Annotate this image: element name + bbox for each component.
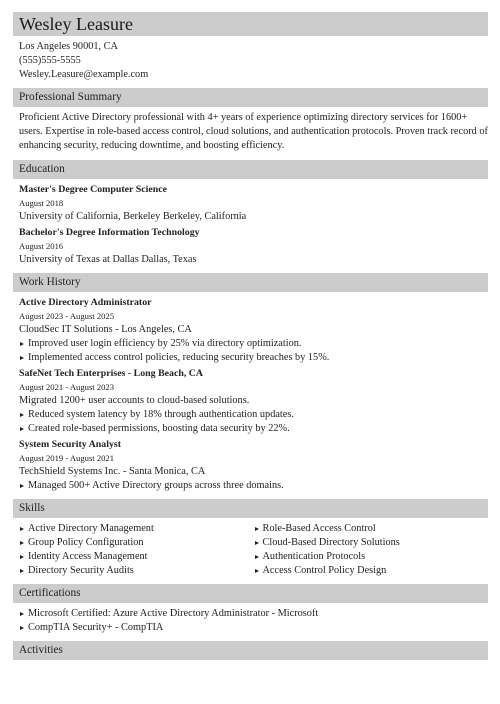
skills-left-column bbox=[19, 522, 254, 578]
work-entry bbox=[19, 367, 488, 436]
education-entry bbox=[19, 183, 488, 224]
job-bullets bbox=[19, 337, 488, 365]
work-section bbox=[13, 296, 488, 493]
skill-item: Group Policy Configuration bbox=[19, 536, 254, 550]
education-section bbox=[13, 183, 488, 267]
skill-item: Identity Access Management bbox=[19, 550, 254, 564]
work-entry bbox=[19, 438, 488, 493]
summary-section bbox=[13, 111, 488, 154]
section-heading-work: Work History bbox=[13, 273, 488, 292]
job-title: Active Directory Administrator bbox=[19, 296, 152, 308]
contact-phone: (555)555-5555 bbox=[19, 55, 81, 66]
section-heading-summary: Professional Summary bbox=[13, 88, 488, 107]
education-school: University of California, Berkeley Berkeley, California bbox=[19, 210, 247, 222]
name-header bbox=[13, 12, 488, 36]
job-date: August 2021 - August 2023 bbox=[19, 381, 115, 392]
job-bullet: Reduced system latency by 18% through authentication updates. bbox=[19, 408, 488, 422]
job-bullets bbox=[19, 479, 488, 493]
section-heading-certifications: Certifications bbox=[13, 584, 488, 603]
job-bullet: Improved user login efficiency by 25% via directory optimization. bbox=[19, 337, 488, 351]
certification-list bbox=[19, 607, 488, 635]
skill-item: Authentication Protocols bbox=[254, 550, 489, 564]
skill-item: Access Control Policy Design bbox=[254, 564, 489, 578]
skill-item: Role-Based Access Control bbox=[254, 522, 489, 536]
job-company: CloudSec IT Solutions - Los Angeles, CA bbox=[19, 323, 192, 335]
education-entry bbox=[19, 226, 488, 267]
job-bullet: Managed 500+ Active Directory groups across three domains. bbox=[19, 479, 488, 493]
contact-email: Wesley.Leasure@example.com bbox=[19, 69, 149, 80]
contact-address: Los Angeles 90001, CA bbox=[19, 41, 118, 52]
education-school: University of Texas at Dallas Dallas, Texas bbox=[19, 253, 197, 265]
skill-item: Directory Security Audits bbox=[19, 564, 254, 578]
contact-info bbox=[13, 40, 488, 82]
skills-right-column bbox=[254, 522, 489, 578]
section-heading-activities: Activities bbox=[13, 641, 488, 660]
job-company: TechShield Systems Inc. - Santa Monica, CA bbox=[19, 465, 206, 477]
certifications-section bbox=[13, 607, 488, 635]
education-degree: Master's Degree Computer Science bbox=[19, 183, 167, 195]
skill-item: Active Directory Management bbox=[19, 522, 254, 536]
resume-page bbox=[13, 12, 488, 660]
certification-item: CompTIA Security+ - CompTIA bbox=[19, 621, 488, 635]
skills-section bbox=[13, 522, 488, 578]
skill-item: Cloud-Based Directory Solutions bbox=[254, 536, 489, 550]
education-degree: Bachelor's Degree Information Technology bbox=[19, 226, 200, 238]
education-date: August 2018 bbox=[19, 197, 64, 208]
job-date: August 2023 - August 2025 bbox=[19, 310, 115, 321]
job-company: Migrated 1200+ user accounts to cloud-based solutions. bbox=[19, 394, 250, 406]
job-bullet: Created role-based permissions, boosting data security by 22%. bbox=[19, 422, 488, 436]
job-title: SafeNet Tech Enterprises - Long Beach, CA bbox=[19, 367, 204, 379]
section-heading-education: Education bbox=[13, 160, 488, 179]
job-bullets bbox=[19, 408, 488, 436]
job-date: August 2019 - August 2021 bbox=[19, 452, 115, 463]
summary-text: Proficient Active Directory professional with 4+ years of experience optimizing directory services for 1600+ users. Expertise in role-based access control, cloud solutions, and authentication protocols. Proven track record of enhancing security, reducing downtime, and boosting efficiency. bbox=[19, 112, 488, 152]
certification-item: Microsoft Certified: Azure Active Directory Administrator - Microsoft bbox=[19, 607, 488, 621]
job-title: System Security Analyst bbox=[19, 438, 122, 450]
work-entry bbox=[19, 296, 488, 365]
candidate-name: Wesley Leasure bbox=[19, 14, 133, 34]
section-heading-skills: Skills bbox=[13, 499, 488, 518]
job-bullet: Implemented access control policies, reducing security breaches by 15%. bbox=[19, 351, 488, 365]
education-date: August 2016 bbox=[19, 240, 64, 251]
